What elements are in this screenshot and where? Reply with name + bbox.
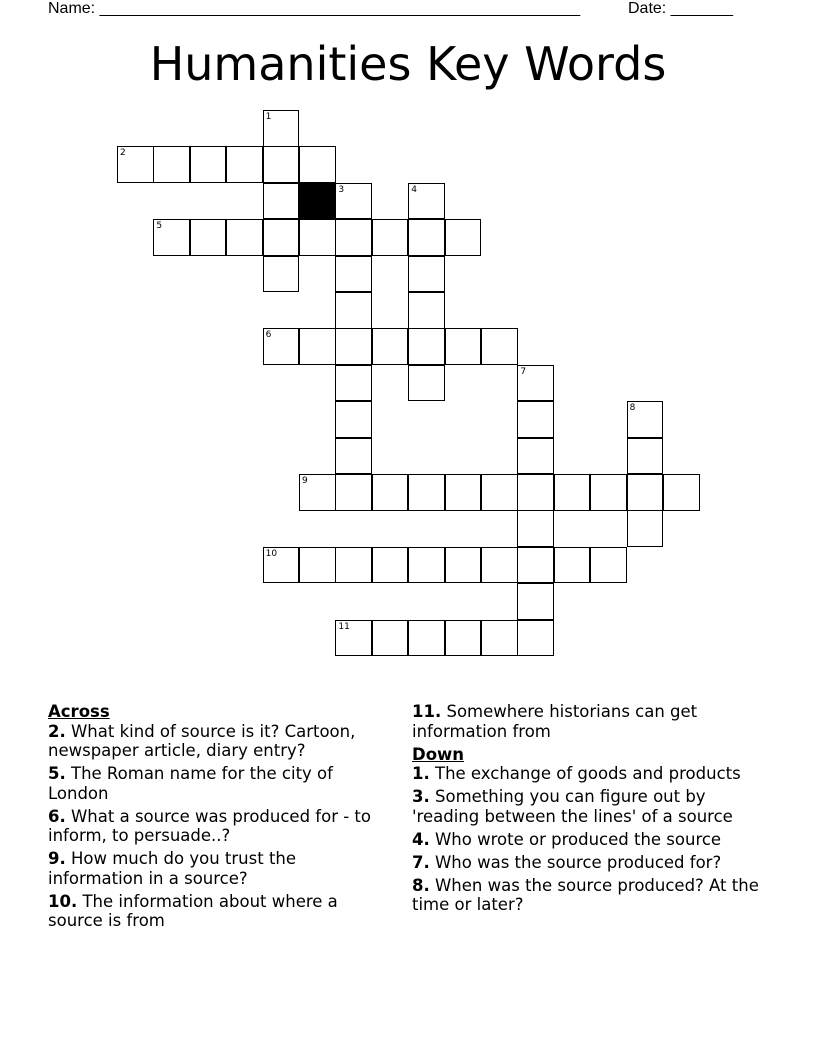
grid-cell[interactable] — [299, 146, 336, 183]
grid-cell[interactable] — [627, 474, 664, 511]
grid-cell[interactable] — [517, 547, 554, 584]
grid-cell[interactable] — [408, 183, 445, 220]
grid-cell[interactable] — [263, 219, 300, 256]
grid-cell[interactable] — [372, 547, 409, 584]
grid-cell[interactable] — [335, 256, 372, 293]
grid-cell[interactable] — [627, 510, 664, 547]
clue-number: 6 — [265, 330, 272, 341]
grid-block — [299, 183, 336, 220]
grid-cell[interactable] — [517, 474, 554, 511]
grid-cell[interactable] — [335, 219, 372, 256]
grid-cell[interactable] — [481, 328, 518, 365]
down-clue-1: 1. The exchange of goods and products — [412, 764, 741, 783]
grid-cell[interactable] — [481, 474, 518, 511]
grid-cell[interactable] — [117, 146, 154, 183]
grid-cell[interactable] — [408, 292, 445, 329]
grid-cell[interactable] — [335, 183, 372, 220]
across-clue-10: 10. The information about where a source is from — [48, 891, 338, 930]
grid-cell[interactable] — [408, 328, 445, 365]
clues-column-right — [412, 702, 772, 918]
grid-cell[interactable] — [445, 219, 482, 256]
clue-number: 11 — [338, 621, 350, 632]
grid-cell[interactable] — [627, 438, 664, 475]
grid-cell[interactable] — [372, 219, 409, 256]
across-clue-5: 5. The Roman name for the city of London — [48, 764, 333, 803]
grid-cell[interactable] — [153, 219, 190, 256]
grid-cell[interactable] — [263, 256, 300, 293]
grid-cell[interactable] — [663, 474, 700, 511]
clue-number: 7 — [520, 366, 527, 377]
grid-cell[interactable] — [335, 365, 372, 402]
grid-cell[interactable] — [408, 474, 445, 511]
grid-cell[interactable] — [372, 328, 409, 365]
grid-cell[interactable] — [517, 401, 554, 438]
grid-cell[interactable] — [335, 547, 372, 584]
clue-number: 10 — [265, 548, 278, 559]
grid-cell[interactable] — [554, 474, 591, 511]
grid-cell[interactable] — [299, 547, 336, 584]
grid-cell[interactable] — [263, 183, 300, 220]
grid-cell[interactable] — [263, 110, 300, 147]
clue-number: 1 — [265, 112, 272, 122]
grid-cell[interactable] — [263, 328, 300, 365]
across-clue-9: 9. How much do you trust the information in a source? — [48, 849, 297, 888]
down-clue-8: 8. When was the source produced? At the time or later? — [412, 875, 759, 914]
grid-cell[interactable] — [590, 474, 627, 511]
grid-cell[interactable] — [299, 219, 336, 256]
grid-cell[interactable] — [299, 474, 336, 511]
grid-cell[interactable] — [190, 146, 227, 183]
grid-cell[interactable] — [263, 146, 300, 183]
clue-number: 3 — [338, 184, 345, 195]
grid-cell[interactable] — [372, 474, 409, 511]
grid-cell[interactable] — [153, 146, 190, 183]
grid-cell[interactable] — [335, 292, 372, 329]
grid-cell[interactable] — [517, 620, 554, 657]
clue-number: 4 — [411, 184, 417, 195]
clue-number: 9 — [302, 476, 308, 486]
grid-cell[interactable] — [299, 328, 336, 365]
grid-cell[interactable] — [517, 365, 554, 402]
grid-cell[interactable] — [481, 620, 518, 657]
down-clue-3: 3. Something you can figure out by 'reading between the lines' of a source — [412, 787, 733, 826]
grid-cell[interactable] — [517, 583, 554, 620]
clue-number: 8 — [629, 403, 636, 414]
grid-cell[interactable] — [445, 547, 482, 584]
across-clue-6: 6. What a source was produced for - to inform, to persuade..? — [48, 806, 371, 845]
grid-cell[interactable] — [190, 219, 227, 256]
grid-cell[interactable] — [408, 219, 445, 256]
grid-cell[interactable] — [517, 438, 554, 475]
grid-cell[interactable] — [226, 146, 263, 183]
grid-cell[interactable] — [408, 256, 445, 293]
grid-cell[interactable] — [372, 620, 409, 657]
grid-cell[interactable] — [263, 547, 300, 584]
grid-cell[interactable] — [517, 510, 554, 547]
grid-cell[interactable] — [627, 401, 664, 438]
puzzle-title: Humanities Key Words — [149, 37, 667, 91]
across-clue-2: 2. What kind of source is it? Cartoon, newspaper article, diary entry? — [48, 721, 356, 760]
grid-cell[interactable] — [335, 328, 372, 365]
name-field-label: Name: ______________________________________________________ — [48, 0, 581, 17]
grid-cell[interactable] — [408, 547, 445, 584]
across-heading: Across — [48, 702, 110, 721]
clue-number: 5 — [156, 221, 163, 232]
grid-cell[interactable] — [226, 219, 263, 256]
grid-cell[interactable] — [445, 474, 482, 511]
clue-number: 2 — [120, 148, 126, 159]
down-clue-4: 4. Who wrote or produced the source — [412, 829, 722, 849]
grid-cell[interactable] — [445, 328, 482, 365]
grid-cell[interactable] — [590, 547, 627, 584]
grid-cell[interactable] — [335, 474, 372, 511]
grid-cell[interactable] — [335, 438, 372, 475]
clues-column-left — [48, 702, 393, 934]
grid-cell[interactable] — [335, 620, 372, 657]
down-clue-7: 7. Who was the source produced for? — [412, 852, 722, 872]
grid-cell[interactable] — [408, 365, 445, 402]
across-clue-11: 11. Somewhere historians can get information from — [412, 702, 698, 741]
grid-cell[interactable] — [445, 620, 482, 657]
date-field-label: Date: _______ — [628, 0, 733, 17]
down-heading: Down — [412, 744, 465, 764]
grid-cell[interactable] — [554, 547, 591, 584]
grid-cell[interactable] — [481, 547, 518, 584]
grid-cell[interactable] — [335, 401, 372, 438]
grid-cell[interactable] — [408, 620, 445, 657]
